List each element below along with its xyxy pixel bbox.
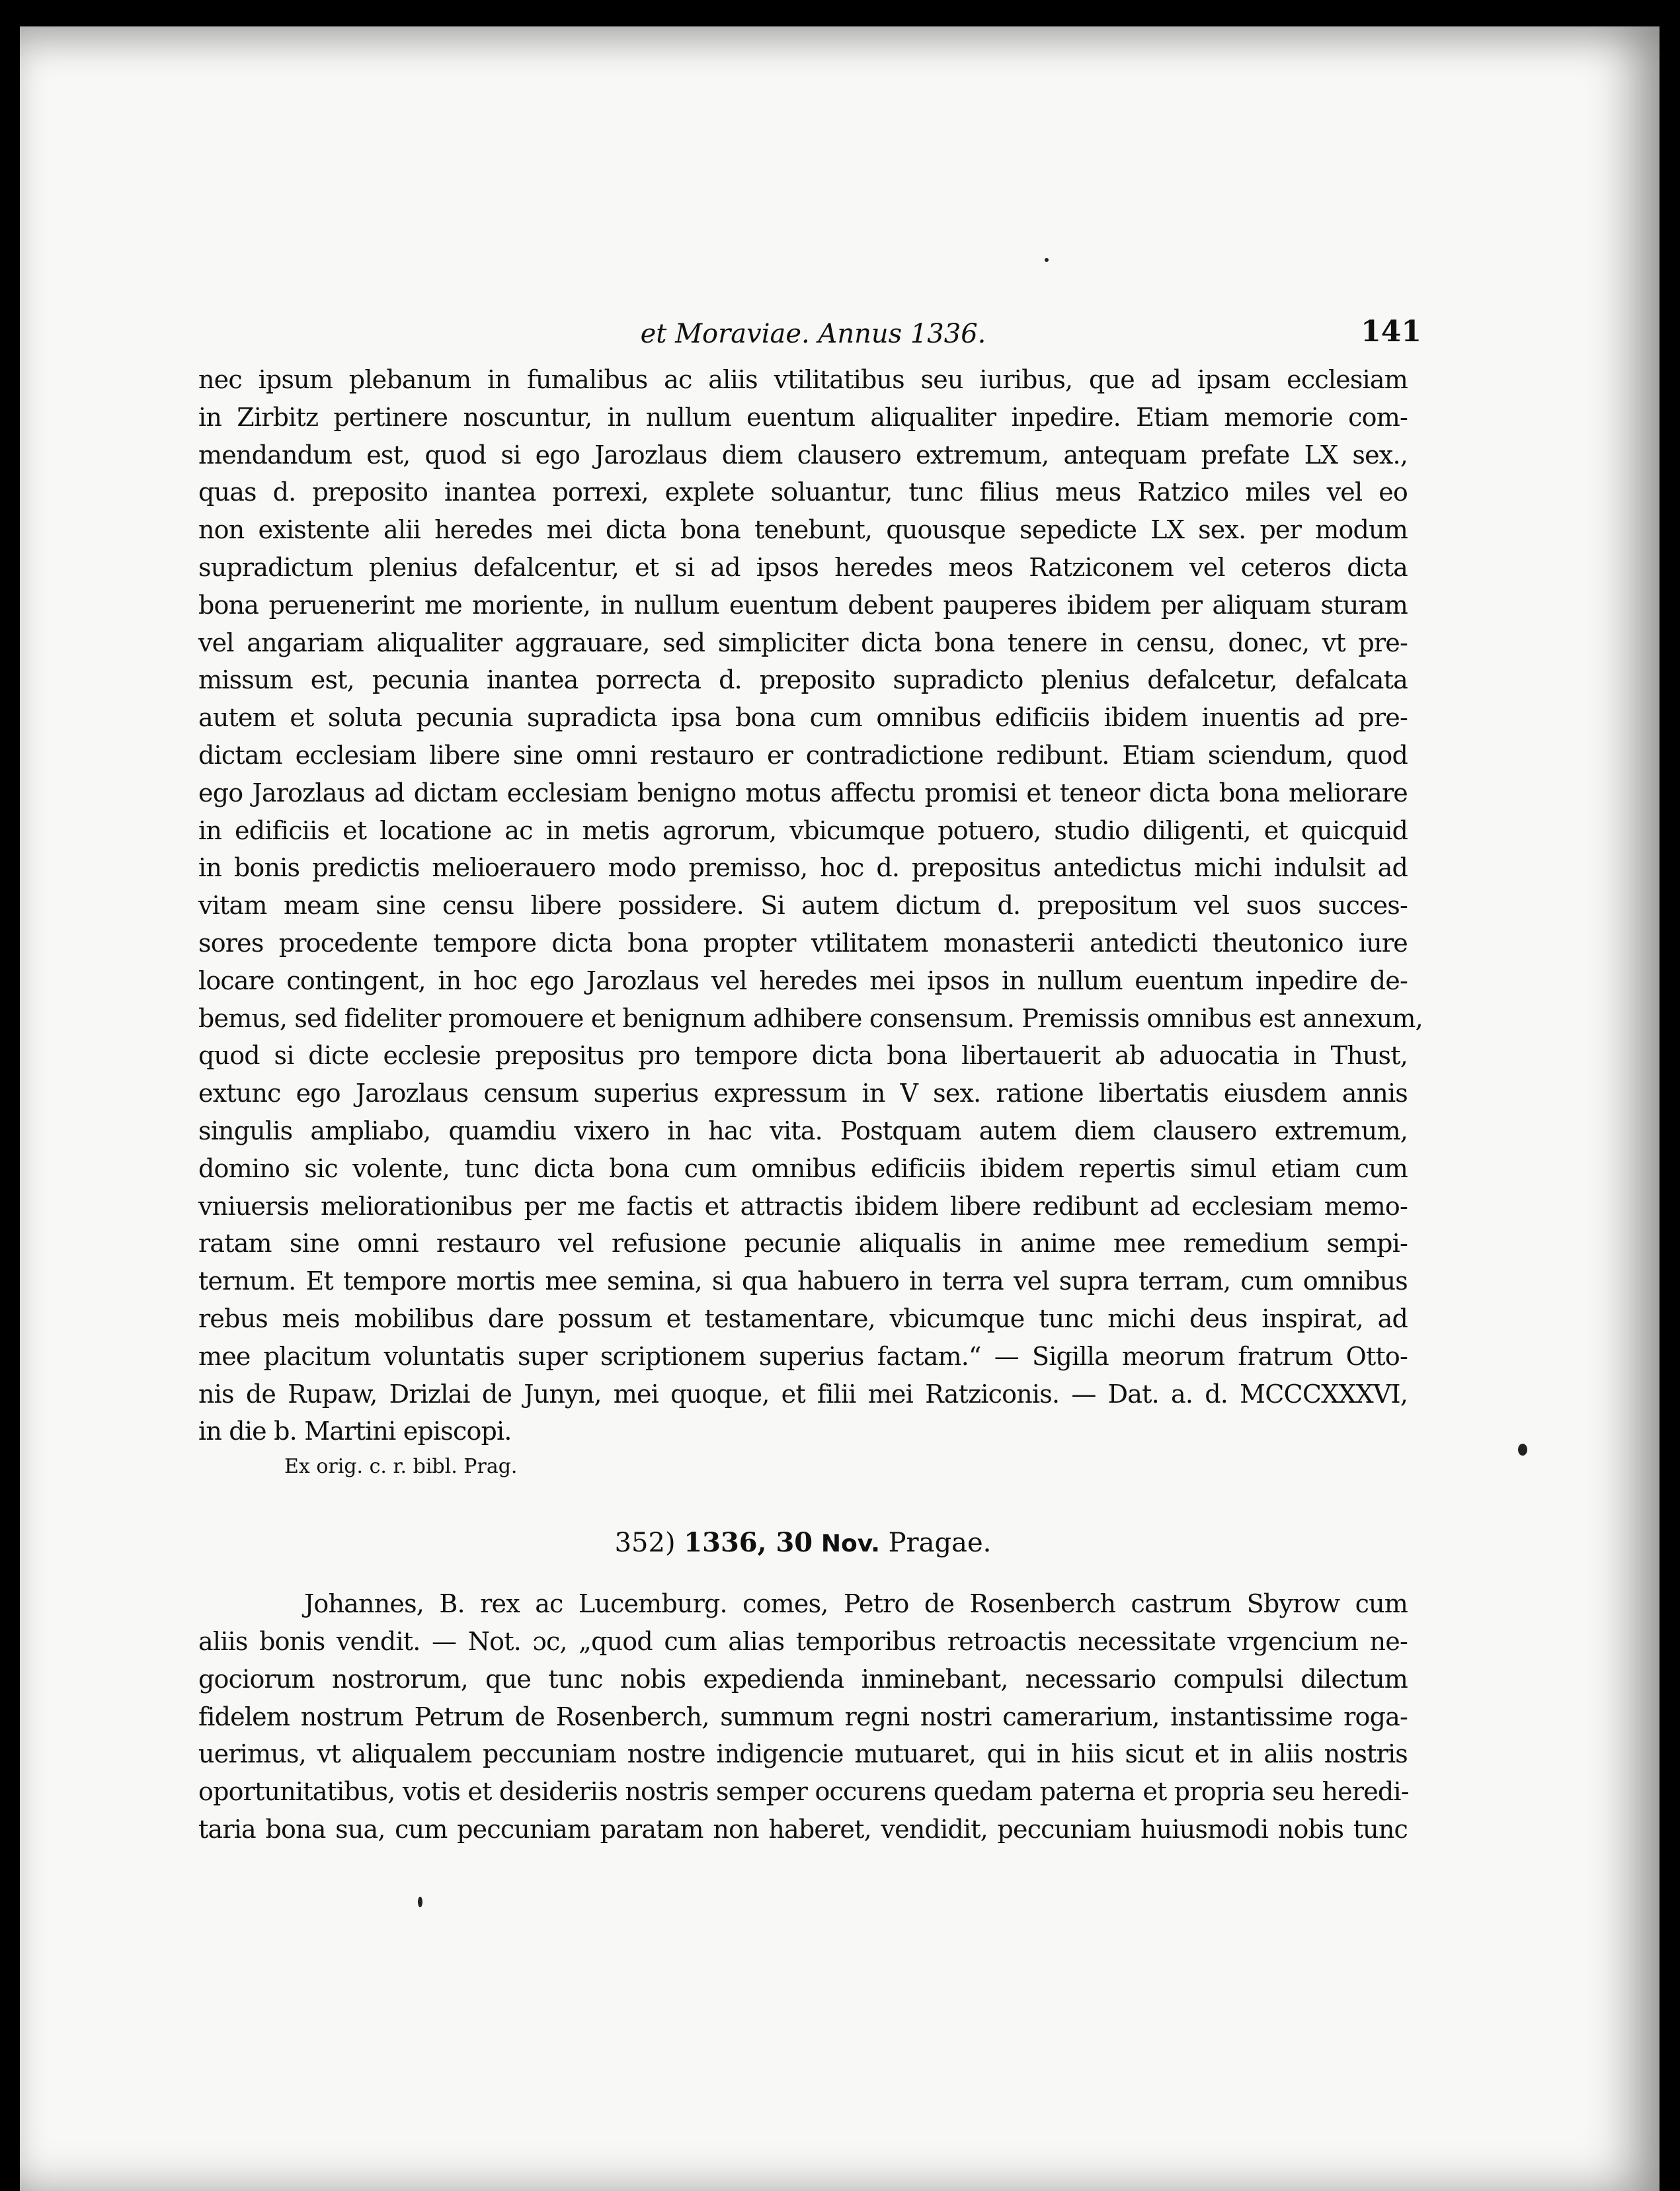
- text-line: mee placitum voluntatis super scriptionem superius factam.“ — Sigilla meorum fratrum Otto-: [198, 1341, 1408, 1371]
- text-line: vniuersis meliorationibus per me factis et attractis ibidem libere redibunt ad ecclesiam memo-: [198, 1191, 1408, 1221]
- scan-speck: [418, 1897, 422, 1907]
- main-text: [198, 361, 1423, 1848]
- entry-text: [198, 1585, 1408, 1848]
- text-line: quod si dicte ecclesie prepositus pro tempore dicta bona libertauerit ab aduocatia in Thust,: [198, 1041, 1408, 1071]
- running-head: et Moraviae. Annus 1336.: [640, 319, 986, 349]
- text-line: in edificiis et locatione ac in metis agrorum, vbicumque potuero, studio diligenti, et quicquid: [198, 815, 1408, 845]
- text-line: in Zirbitz pertinere noscuntur, in nullum euentum aliqualiter inpedire. Etiam memorie com-: [198, 402, 1408, 432]
- text-line: mendandum est, quod si ego Jarozlaus diem clausero extremum, antequam prefate LX sex.,: [198, 440, 1408, 470]
- text-line: extunc ego Jarozlaus censum superius expressum in V sex. ratione libertatis eiusdem annis: [198, 1079, 1408, 1108]
- text-line: fidelem nostrum Petrum de Rosenberch, summum regni nostri camerarium, instantissime roga-: [198, 1702, 1408, 1731]
- text-line: oportunitatibus, votis et desideriis nostris semper occurens quedam paterna et propria seu heredi-: [198, 1777, 1409, 1807]
- text-line: locare contingent, in hoc ego Jarozlaus vel heredes mei ipsos in nullum euentum inpedire de-: [198, 966, 1408, 995]
- text-line: bona peruenerint me moriente, in nullum euentum debent pauperes ibidem per aliquam sturam: [198, 590, 1408, 620]
- entry-place: Pragae.: [888, 1528, 992, 1559]
- text-line: ternum. Et tempore mortis mee semina, si qua habuero in terra vel supra terram, cum omnibus: [198, 1266, 1408, 1296]
- text-line: missum est, pecunia inantea porrecta d. preposito supradicto plenius defalcetur, defalcata: [198, 665, 1408, 695]
- scan-speck: [1045, 258, 1049, 262]
- text-line: autem et soluta pecunia supradicta ipsa bona cum omnibus edificiis ibidem inuentis ad pre-: [198, 703, 1408, 733]
- text-line: uerimus, vt aliqualem peccuniam nostre indigencie mutuaret, qui in hiis sicut et in aliis nostris: [198, 1739, 1408, 1769]
- text-line: nec ipsum plebanum in fumalibus ac aliis vtilitatibus seu iuribus, que ad ipsam ecclesiam: [198, 365, 1408, 394]
- charter-text: [198, 361, 1423, 1450]
- text-line: Johannes, B. rex ac Lucemburg. comes, Petro de Rosenberch castrum Sbyrow cum: [304, 1589, 1408, 1619]
- text-line: vitam meam sine censu libere possidere. Si autem dictum d. prepositum vel suos succes-: [198, 891, 1408, 921]
- text-line: sores procedente tempore dicta bona propter vtilitatem monasterii antedicti theutonico iure: [198, 928, 1408, 958]
- text-line: in bonis predictis melioerauero modo premisso, hoc d. prepositus antedictus michi indulsit ad: [198, 853, 1408, 883]
- text-line: domino sic volente, tunc dicta bona cum omnibus edificiis ibidem repertis simul etiam cum: [198, 1153, 1408, 1183]
- page-header: [218, 315, 1448, 361]
- text-line: non existente alii heredes mei dicta bona tenebunt, quousque sepedicte LX sex. per modum: [198, 515, 1408, 545]
- text-line: singulis ampliabo, quamdiu vixero in hac vita. Postquam autem diem clausero extremum,: [198, 1116, 1408, 1145]
- text-line: dictam ecclesiam libere sine omni restauro er contradictione redibunt. Etiam sciendum, quod: [198, 740, 1408, 770]
- entry-heading: [198, 1523, 1408, 1563]
- text-line: rebus meis mobilibus dare possum et testamentare, vbicumque tunc michi deus inspirat, ad: [198, 1303, 1408, 1333]
- text-line: taria bona sua, cum peccuniam paratam non haberet, vendidit, peccuniam huiusmodi nobis tunc: [198, 1814, 1408, 1844]
- entry-date: 1336, 30: [684, 1527, 813, 1559]
- text-line: vel angariam aliqualiter aggrauare, sed simpliciter dicta bona tenere in censu, donec, vt pre-: [198, 628, 1408, 657]
- source-note: Ex orig. c. r. bibl. Prag.: [284, 1455, 518, 1479]
- text-line: quas d. preposito inantea porrexi, explete soluantur, tunc filius meus Ratzico miles vel eo: [198, 477, 1408, 507]
- entry-number: 352): [614, 1528, 676, 1559]
- text-line: bemus, sed fideliter promouere et benignum adhibere consensum. Premissis omnibus est annexum,: [198, 1003, 1423, 1033]
- page-number: 141: [1361, 315, 1421, 349]
- text-line: nis de Rupaw, Drizlai de Junyn, mei quoque, et filii mei Ratziconis. — Dat. a. d. MCCCXXXVI,: [198, 1379, 1408, 1409]
- text-line: ego Jarozlaus ad dictam ecclesiam benigno motus affectu promisi et teneor dicta bona meliorare: [198, 778, 1408, 807]
- text-line: gociorum nostrorum, que tunc nobis expedienda inminebant, necessario compulsi dilectum: [198, 1664, 1408, 1694]
- text-line: ratam sine omni restauro vel refusione pecunie aliqualis in anime mee remedium sempi-: [198, 1229, 1408, 1259]
- scan-speck: [1518, 1444, 1527, 1456]
- text-line: aliis bonis vendit. — Not. ɔc, „quod cum alias temporibus retroactis necessitate vrgencium ne-: [198, 1626, 1408, 1656]
- entry-month: Nov.: [820, 1530, 880, 1558]
- text-line: in die b. Martini episcopi.: [198, 1417, 512, 1446]
- text-line: supradictum plenius defalcentur, et si ad ipsos heredes meos Ratziconem vel ceteros dicta: [198, 552, 1408, 582]
